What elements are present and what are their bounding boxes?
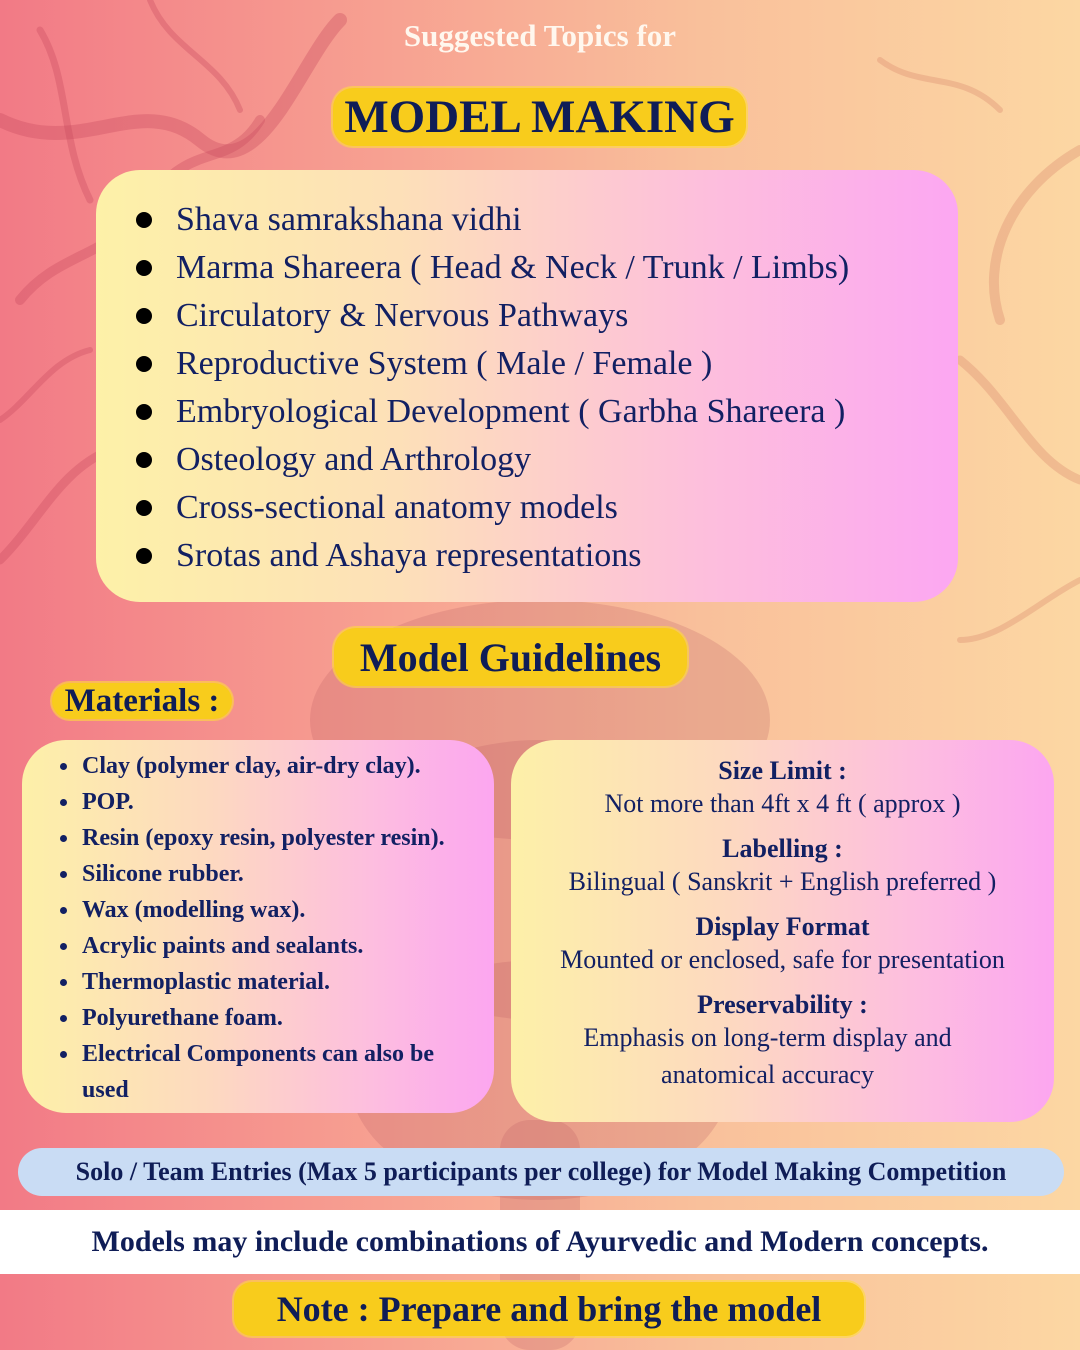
bullet-icon (60, 763, 67, 770)
preservability-block (511, 989, 1054, 1095)
bullet-icon (136, 404, 152, 420)
preservability-label: Preservability : (697, 990, 868, 1019)
combination-banner: Models may include combinations of Ayurvedic and Modern concepts. (0, 1210, 1080, 1274)
material-item: Resin (epoxy resin, polyester resin). (60, 820, 474, 856)
bullet-icon (136, 548, 152, 564)
display-format-value: Mounted or enclosed, safe for presentation (560, 945, 1005, 974)
material-item: POP. (60, 784, 474, 820)
materials-label: Materials : (52, 683, 232, 719)
material-item: Polyurethane foam. (60, 1000, 474, 1036)
bullet-icon (60, 943, 67, 950)
topics-panel (96, 170, 958, 602)
topic-item: Marma Shareera ( Head & Neck / Trunk / Limbs) (136, 248, 958, 296)
materials-list (22, 740, 494, 1108)
material-item: Thermoplastic material. (60, 964, 474, 1000)
bullet-icon (60, 835, 67, 842)
bullet-icon (136, 356, 152, 372)
bullet-icon (60, 1015, 67, 1022)
model-guidelines-title: Model Guidelines (334, 628, 687, 686)
topic-item: Cross-sectional anatomy models (136, 488, 958, 536)
bullet-icon (60, 979, 67, 986)
note-banner: Note : Prepare and bring the model (234, 1282, 864, 1336)
topic-item: Shava samrakshana vidhi (136, 200, 958, 248)
topic-item: Reproductive System ( Male / Female ) (136, 344, 958, 392)
preservability-value-line-2: anatomical accuracy (661, 1060, 874, 1089)
topic-item: Srotas and Ashaya representations (136, 536, 958, 584)
size-limit-value: Not more than 4ft x 4 ft ( approx ) (604, 789, 961, 818)
topic-item: Osteology and Arthrology (136, 440, 958, 488)
bullet-icon (136, 308, 152, 324)
bullet-icon (60, 799, 67, 806)
topic-item: Embryological Development ( Garbha Shareera ) (136, 392, 958, 440)
display-format-block (511, 911, 1054, 977)
display-format-label: Display Format (695, 912, 870, 941)
material-item: Electrical Components can also be used (60, 1036, 474, 1108)
topics-list (96, 170, 958, 584)
materials-panel (22, 740, 494, 1113)
bullet-icon (136, 452, 152, 468)
labelling-label: Labelling : (722, 834, 843, 863)
labelling-block (511, 833, 1054, 899)
bullet-icon (60, 907, 67, 914)
material-item: Acrylic paints and sealants. (60, 928, 474, 964)
bullet-icon (60, 1051, 67, 1058)
size-limit-block (511, 755, 1054, 821)
entries-banner: Solo / Team Entries (Max 5 participants per college) for Model Making Competition (18, 1148, 1064, 1196)
preservability-value-line-1: Emphasis on long-term display and (583, 1023, 952, 1052)
specifications-panel (511, 740, 1054, 1122)
bullet-icon (136, 212, 152, 228)
bullet-icon (136, 500, 152, 516)
topic-item: Circulatory & Nervous Pathways (136, 296, 958, 344)
size-limit-label: Size Limit : (718, 756, 847, 785)
material-item: Wax (modelling wax). (60, 892, 474, 928)
material-item: Clay (polymer clay, air-dry clay). (60, 748, 474, 784)
material-item: Silicone rubber. (60, 856, 474, 892)
labelling-value: Bilingual ( Sanskrit + English preferred ) (568, 867, 997, 896)
bullet-icon (136, 260, 152, 276)
model-making-title: MODEL MAKING (333, 88, 746, 146)
suggested-topics-heading: Suggested Topics for (403, 18, 677, 53)
bullet-icon (60, 871, 67, 878)
